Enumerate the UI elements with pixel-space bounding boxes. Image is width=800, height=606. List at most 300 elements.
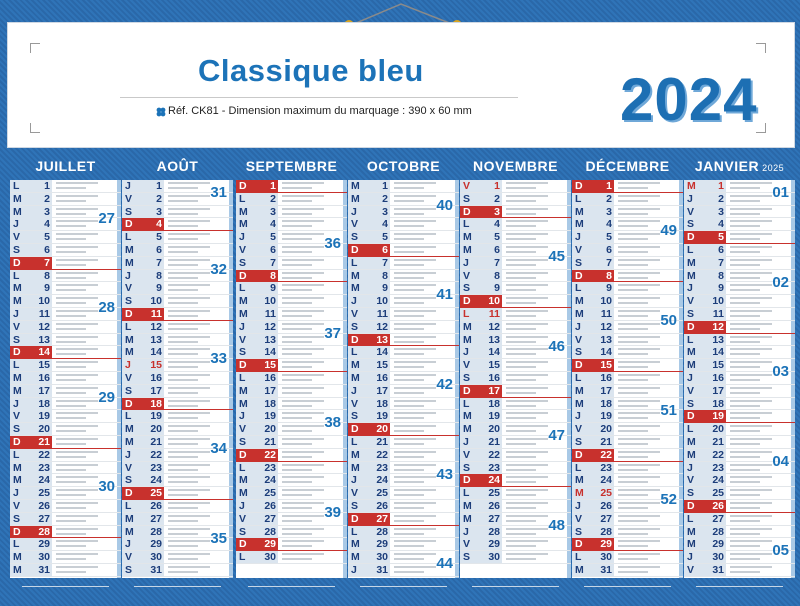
day-number: 28	[488, 525, 500, 538]
day-number: 31	[600, 564, 612, 576]
weekday-letter: D	[239, 180, 247, 192]
weekday-letter: L	[575, 551, 582, 564]
day-row	[460, 538, 571, 551]
day-number: 6	[44, 244, 50, 256]
day-row	[460, 193, 571, 206]
day-row	[122, 462, 233, 475]
saint-name-placeholder	[730, 310, 772, 312]
saint-name-placeholder	[618, 464, 660, 466]
weekday-letter: S	[575, 256, 583, 269]
saint-name-placeholder	[618, 225, 648, 227]
day-number: 3	[718, 205, 724, 218]
day-number: 25	[376, 487, 388, 500]
saint-name-placeholder	[618, 341, 648, 343]
saint-name-placeholder	[618, 545, 648, 547]
saint-name-placeholder	[168, 310, 210, 312]
weekday-letter: J	[687, 282, 693, 295]
day-row	[236, 462, 347, 475]
day-label	[122, 385, 164, 397]
saint-name-placeholder	[618, 451, 660, 453]
saint-name-placeholder	[168, 208, 210, 210]
column-footer	[236, 582, 347, 592]
saint-name-placeholder	[56, 208, 98, 210]
day-label	[348, 398, 390, 410]
saint-name-placeholder	[618, 481, 648, 483]
day-row	[684, 398, 795, 411]
day-label	[460, 270, 502, 282]
weekday-letter: M	[13, 474, 22, 487]
day-row	[460, 218, 571, 231]
saint-name-placeholder	[394, 341, 424, 343]
crop-mark	[30, 43, 40, 53]
saint-name-placeholder	[618, 553, 660, 555]
saint-name-placeholder	[282, 200, 312, 202]
weekday-letter: V	[575, 512, 583, 525]
weekday-letter: J	[13, 218, 19, 231]
weekday-letter: V	[125, 282, 133, 295]
week-number: 44	[436, 555, 453, 573]
saint-name-placeholder	[394, 405, 424, 407]
saint-name-placeholder	[394, 400, 436, 402]
weekday-letter: L	[13, 180, 20, 192]
saint-name-placeholder	[618, 353, 648, 355]
day-number: 16	[600, 372, 612, 384]
week-number: 47	[548, 427, 565, 445]
day-row	[348, 513, 459, 526]
weekday-letter: L	[239, 192, 246, 205]
saint-name-placeholder	[282, 182, 324, 184]
day-row	[460, 398, 571, 411]
day-label	[348, 334, 390, 346]
day-row	[348, 538, 459, 551]
day-number: 20	[38, 423, 50, 436]
saint-name-placeholder	[618, 213, 648, 215]
weekday-letter: S	[351, 410, 359, 423]
day-number: 15	[712, 359, 724, 372]
saint-name-placeholder	[168, 438, 210, 440]
saint-name-placeholder	[394, 315, 424, 317]
day-number: 29	[150, 538, 162, 551]
day-number: 8	[44, 269, 50, 282]
saint-name-placeholder	[56, 200, 86, 202]
day-label	[684, 449, 726, 461]
saint-name-placeholder	[56, 451, 98, 453]
day-number: 1	[270, 180, 276, 192]
day-label	[572, 398, 614, 410]
weekday-letter: V	[575, 423, 583, 436]
day-number: 15	[488, 359, 500, 372]
day-number: 11	[712, 308, 724, 320]
day-number: 28	[712, 525, 724, 538]
day-number: 23	[376, 461, 388, 474]
weekday-letter: M	[463, 231, 472, 244]
saint-name-placeholder	[618, 392, 648, 394]
saint-name-placeholder	[618, 251, 648, 253]
saint-name-placeholder	[56, 456, 86, 458]
day-row	[10, 526, 121, 539]
saint-name-placeholder	[506, 545, 536, 547]
footer-rule	[134, 586, 221, 587]
saint-name-placeholder	[168, 412, 210, 414]
day-label	[236, 423, 278, 435]
day-label	[236, 231, 278, 243]
saint-name-placeholder	[618, 284, 660, 286]
day-number: 13	[488, 333, 500, 346]
day-row	[684, 487, 795, 500]
day-row	[572, 206, 683, 219]
day-label	[460, 231, 502, 243]
day-number: 15	[38, 359, 50, 372]
day-label	[122, 346, 164, 358]
day-number: 8	[718, 269, 724, 282]
day-number: 23	[150, 461, 162, 474]
saint-name-placeholder	[506, 469, 536, 471]
day-row	[10, 436, 121, 449]
saint-name-placeholder	[282, 387, 324, 389]
saint-name-placeholder	[56, 489, 98, 491]
day-number: 27	[264, 512, 276, 525]
day-label	[572, 423, 614, 435]
day-label	[10, 423, 52, 435]
day-label	[10, 551, 52, 563]
day-number: 15	[150, 359, 162, 372]
day-number: 15	[600, 359, 612, 372]
month-header	[684, 158, 795, 176]
day-row	[236, 270, 347, 283]
day-number: 11	[38, 308, 50, 320]
saint-name-placeholder	[56, 361, 98, 363]
day-label	[460, 282, 502, 294]
week-number: 43	[436, 465, 453, 483]
day-label	[10, 295, 52, 307]
day-number: 15	[376, 359, 388, 372]
day-label	[684, 193, 726, 205]
saint-name-placeholder	[168, 430, 198, 432]
day-number: 12	[38, 320, 50, 333]
day-number: 17	[712, 384, 724, 397]
day-number: 26	[376, 500, 388, 512]
weekday-letter: V	[687, 205, 695, 218]
day-label	[684, 551, 726, 563]
saint-name-placeholder	[506, 341, 536, 343]
saint-name-placeholder	[618, 366, 648, 368]
day-row	[572, 270, 683, 283]
day-number: 7	[718, 256, 724, 269]
day-number: 4	[156, 218, 162, 231]
column-footer	[460, 582, 571, 592]
saint-name-placeholder	[506, 520, 536, 522]
saint-name-placeholder	[168, 284, 210, 286]
day-label	[236, 538, 278, 550]
day-row	[236, 193, 347, 206]
footer-rule	[22, 586, 109, 587]
weekday-letter: D	[239, 448, 247, 461]
day-label	[572, 449, 614, 461]
day-label	[348, 359, 390, 371]
column-footer	[122, 582, 233, 592]
weekday-letter: V	[687, 474, 695, 487]
column-footer	[684, 582, 795, 592]
day-number: 7	[44, 256, 50, 269]
week-number: 33	[210, 350, 227, 368]
weekday-letter: V	[463, 538, 471, 551]
saint-name-placeholder	[56, 464, 98, 466]
saint-name-placeholder	[56, 353, 86, 355]
day-row	[684, 423, 795, 436]
day-label	[236, 180, 278, 192]
day-number: 14	[376, 346, 388, 359]
day-number: 29	[38, 538, 50, 551]
saint-name-placeholder	[394, 225, 424, 227]
day-number: 30	[600, 551, 612, 564]
day-label	[684, 423, 726, 435]
saint-name-placeholder	[282, 187, 312, 189]
day-row	[572, 244, 683, 257]
day-label	[122, 359, 164, 371]
saint-name-placeholder	[56, 323, 98, 325]
saint-name-placeholder	[730, 387, 772, 389]
saint-name-placeholder	[730, 361, 772, 363]
saint-name-placeholder	[282, 430, 312, 432]
saint-name-placeholder	[730, 405, 760, 407]
saint-name-placeholder	[730, 400, 772, 402]
day-label	[460, 308, 502, 320]
day-number: 30	[264, 551, 276, 564]
day-label	[572, 487, 614, 499]
saint-name-placeholder	[56, 571, 86, 573]
day-number: 28	[150, 525, 162, 538]
saint-name-placeholder	[56, 341, 86, 343]
week-number: 30	[98, 478, 115, 496]
saint-name-placeholder	[56, 310, 98, 312]
weekday-letter: D	[463, 384, 471, 397]
weekday-letter: M	[687, 359, 696, 372]
week-number: 27	[98, 209, 115, 227]
saint-name-placeholder	[618, 430, 648, 432]
week-number: 28	[98, 299, 115, 317]
saint-name-placeholder	[282, 361, 324, 363]
day-row	[122, 513, 233, 526]
day-row	[684, 385, 795, 398]
saint-name-placeholder	[618, 494, 648, 496]
day-number: 31	[712, 564, 724, 576]
saint-name-placeholder	[730, 571, 760, 573]
week-number: 02	[772, 273, 789, 291]
day-label	[348, 295, 390, 307]
saint-name-placeholder	[168, 246, 210, 248]
day-label	[572, 385, 614, 397]
day-number: 9	[270, 282, 276, 295]
day-label	[236, 500, 278, 512]
day-number: 27	[150, 512, 162, 525]
saint-name-placeholder	[730, 566, 772, 568]
saint-name-placeholder	[506, 533, 536, 535]
saint-name-placeholder	[394, 328, 424, 330]
day-number: 24	[264, 474, 276, 487]
saint-name-placeholder	[730, 456, 760, 458]
day-row	[122, 295, 233, 308]
day-number: 9	[382, 282, 388, 295]
day-number: 13	[376, 333, 388, 346]
footer-rule	[248, 586, 335, 587]
saint-name-placeholder	[506, 272, 548, 274]
day-row	[122, 385, 233, 398]
day-label	[10, 346, 52, 358]
day-label	[572, 180, 614, 192]
day-row	[122, 398, 233, 411]
saint-name-placeholder	[56, 438, 98, 440]
weekday-letter: D	[13, 525, 21, 538]
weekday-letter: L	[239, 551, 246, 564]
weekday-letter: S	[575, 436, 583, 448]
day-label	[348, 410, 390, 422]
day-label	[572, 436, 614, 448]
saint-name-placeholder	[282, 272, 324, 274]
day-number: 4	[718, 218, 724, 231]
saint-name-placeholder	[394, 251, 424, 253]
weekday-letter: M	[351, 551, 360, 564]
saint-name-placeholder	[618, 456, 648, 458]
day-number: 6	[606, 244, 612, 256]
day-label	[348, 193, 390, 205]
saint-name-placeholder	[730, 507, 760, 509]
saint-name-placeholder	[394, 515, 436, 517]
day-number: 29	[712, 538, 724, 551]
day-label	[348, 206, 390, 218]
saint-name-placeholder	[56, 392, 86, 394]
day-row	[572, 346, 683, 359]
day-row	[10, 321, 121, 334]
saint-name-placeholder	[506, 400, 548, 402]
saint-name-placeholder	[506, 182, 548, 184]
saint-name-placeholder	[282, 451, 324, 453]
saint-name-placeholder	[506, 277, 536, 279]
crop-mark	[756, 123, 766, 133]
saint-name-placeholder	[282, 553, 324, 555]
day-label	[348, 346, 390, 358]
saint-name-placeholder	[506, 528, 548, 530]
day-row	[460, 308, 571, 321]
day-row	[684, 295, 795, 308]
day-label	[572, 321, 614, 333]
saint-name-placeholder	[618, 558, 648, 560]
saint-name-placeholder	[394, 379, 424, 381]
day-number: 31	[376, 564, 388, 576]
calendar-title: Classique bleu	[198, 53, 424, 88]
weekday-letter: S	[13, 512, 21, 525]
day-label	[236, 474, 278, 486]
day-label	[348, 282, 390, 294]
day-number: 1	[382, 180, 388, 192]
day-row	[684, 513, 795, 526]
week-number: 32	[210, 260, 227, 278]
day-number: 24	[712, 474, 724, 487]
day-number: 4	[494, 218, 500, 231]
day-number: 9	[44, 282, 50, 295]
day-label	[572, 526, 614, 538]
saint-name-placeholder	[394, 456, 424, 458]
saint-name-placeholder	[394, 481, 424, 483]
saint-name-placeholder	[730, 289, 760, 291]
day-label	[460, 462, 502, 474]
day-label	[236, 218, 278, 230]
day-row	[236, 346, 347, 359]
day-label	[684, 295, 726, 307]
weekday-letter: J	[351, 564, 357, 576]
saint-name-placeholder	[168, 379, 198, 381]
day-number: 29	[488, 538, 500, 551]
month-name: AOÛT	[156, 158, 199, 174]
day-label	[460, 474, 502, 486]
saint-name-placeholder	[506, 374, 548, 376]
title-divider	[120, 97, 518, 98]
weekday-letter: S	[575, 525, 583, 538]
day-number: 26	[264, 500, 276, 512]
saint-name-placeholder	[394, 412, 436, 414]
day-number: 11	[150, 308, 162, 320]
saint-name-placeholder	[618, 328, 648, 330]
day-number: 21	[38, 436, 50, 448]
weekday-letter: J	[351, 384, 357, 397]
day-row	[122, 372, 233, 385]
saint-name-placeholder	[730, 259, 772, 261]
saint-name-placeholder	[618, 310, 660, 312]
saint-name-placeholder	[168, 417, 198, 419]
day-row	[10, 282, 121, 295]
weekday-letter: S	[687, 218, 695, 231]
day-label	[572, 270, 614, 282]
day-label	[684, 538, 726, 550]
day-label	[684, 500, 726, 512]
saint-name-placeholder	[56, 417, 86, 419]
day-label	[348, 551, 390, 563]
day-label	[122, 500, 164, 512]
day-number: 28	[600, 525, 612, 538]
saint-name-placeholder	[394, 464, 436, 466]
day-number: 9	[156, 282, 162, 295]
day-label	[572, 334, 614, 346]
day-row	[684, 346, 795, 359]
day-row	[572, 385, 683, 398]
saint-name-placeholder	[394, 220, 436, 222]
weekday-letter: V	[239, 333, 247, 346]
day-number: 22	[376, 448, 388, 461]
saint-name-placeholder	[618, 533, 648, 535]
weekday-letter: M	[13, 205, 22, 218]
saint-name-placeholder	[168, 520, 198, 522]
day-label	[122, 526, 164, 538]
weekday-letter: L	[351, 525, 358, 538]
day-number: 8	[270, 269, 276, 282]
day-row	[236, 180, 347, 193]
day-row	[236, 551, 347, 564]
day-number: 19	[150, 410, 162, 423]
saint-name-placeholder	[282, 251, 312, 253]
weekday-letter: M	[463, 410, 472, 423]
weekday-letter: D	[575, 180, 583, 192]
day-row	[236, 359, 347, 372]
weekday-letter: M	[687, 269, 696, 282]
day-row	[348, 526, 459, 539]
day-number: 8	[606, 269, 612, 282]
day-number: 5	[606, 231, 612, 244]
saint-name-placeholder	[282, 528, 324, 530]
saint-name-placeholder	[168, 251, 198, 253]
saint-name-placeholder	[506, 405, 536, 407]
day-number: 10	[38, 295, 50, 308]
day-number: 14	[712, 346, 724, 359]
weekday-letter: V	[13, 410, 21, 423]
